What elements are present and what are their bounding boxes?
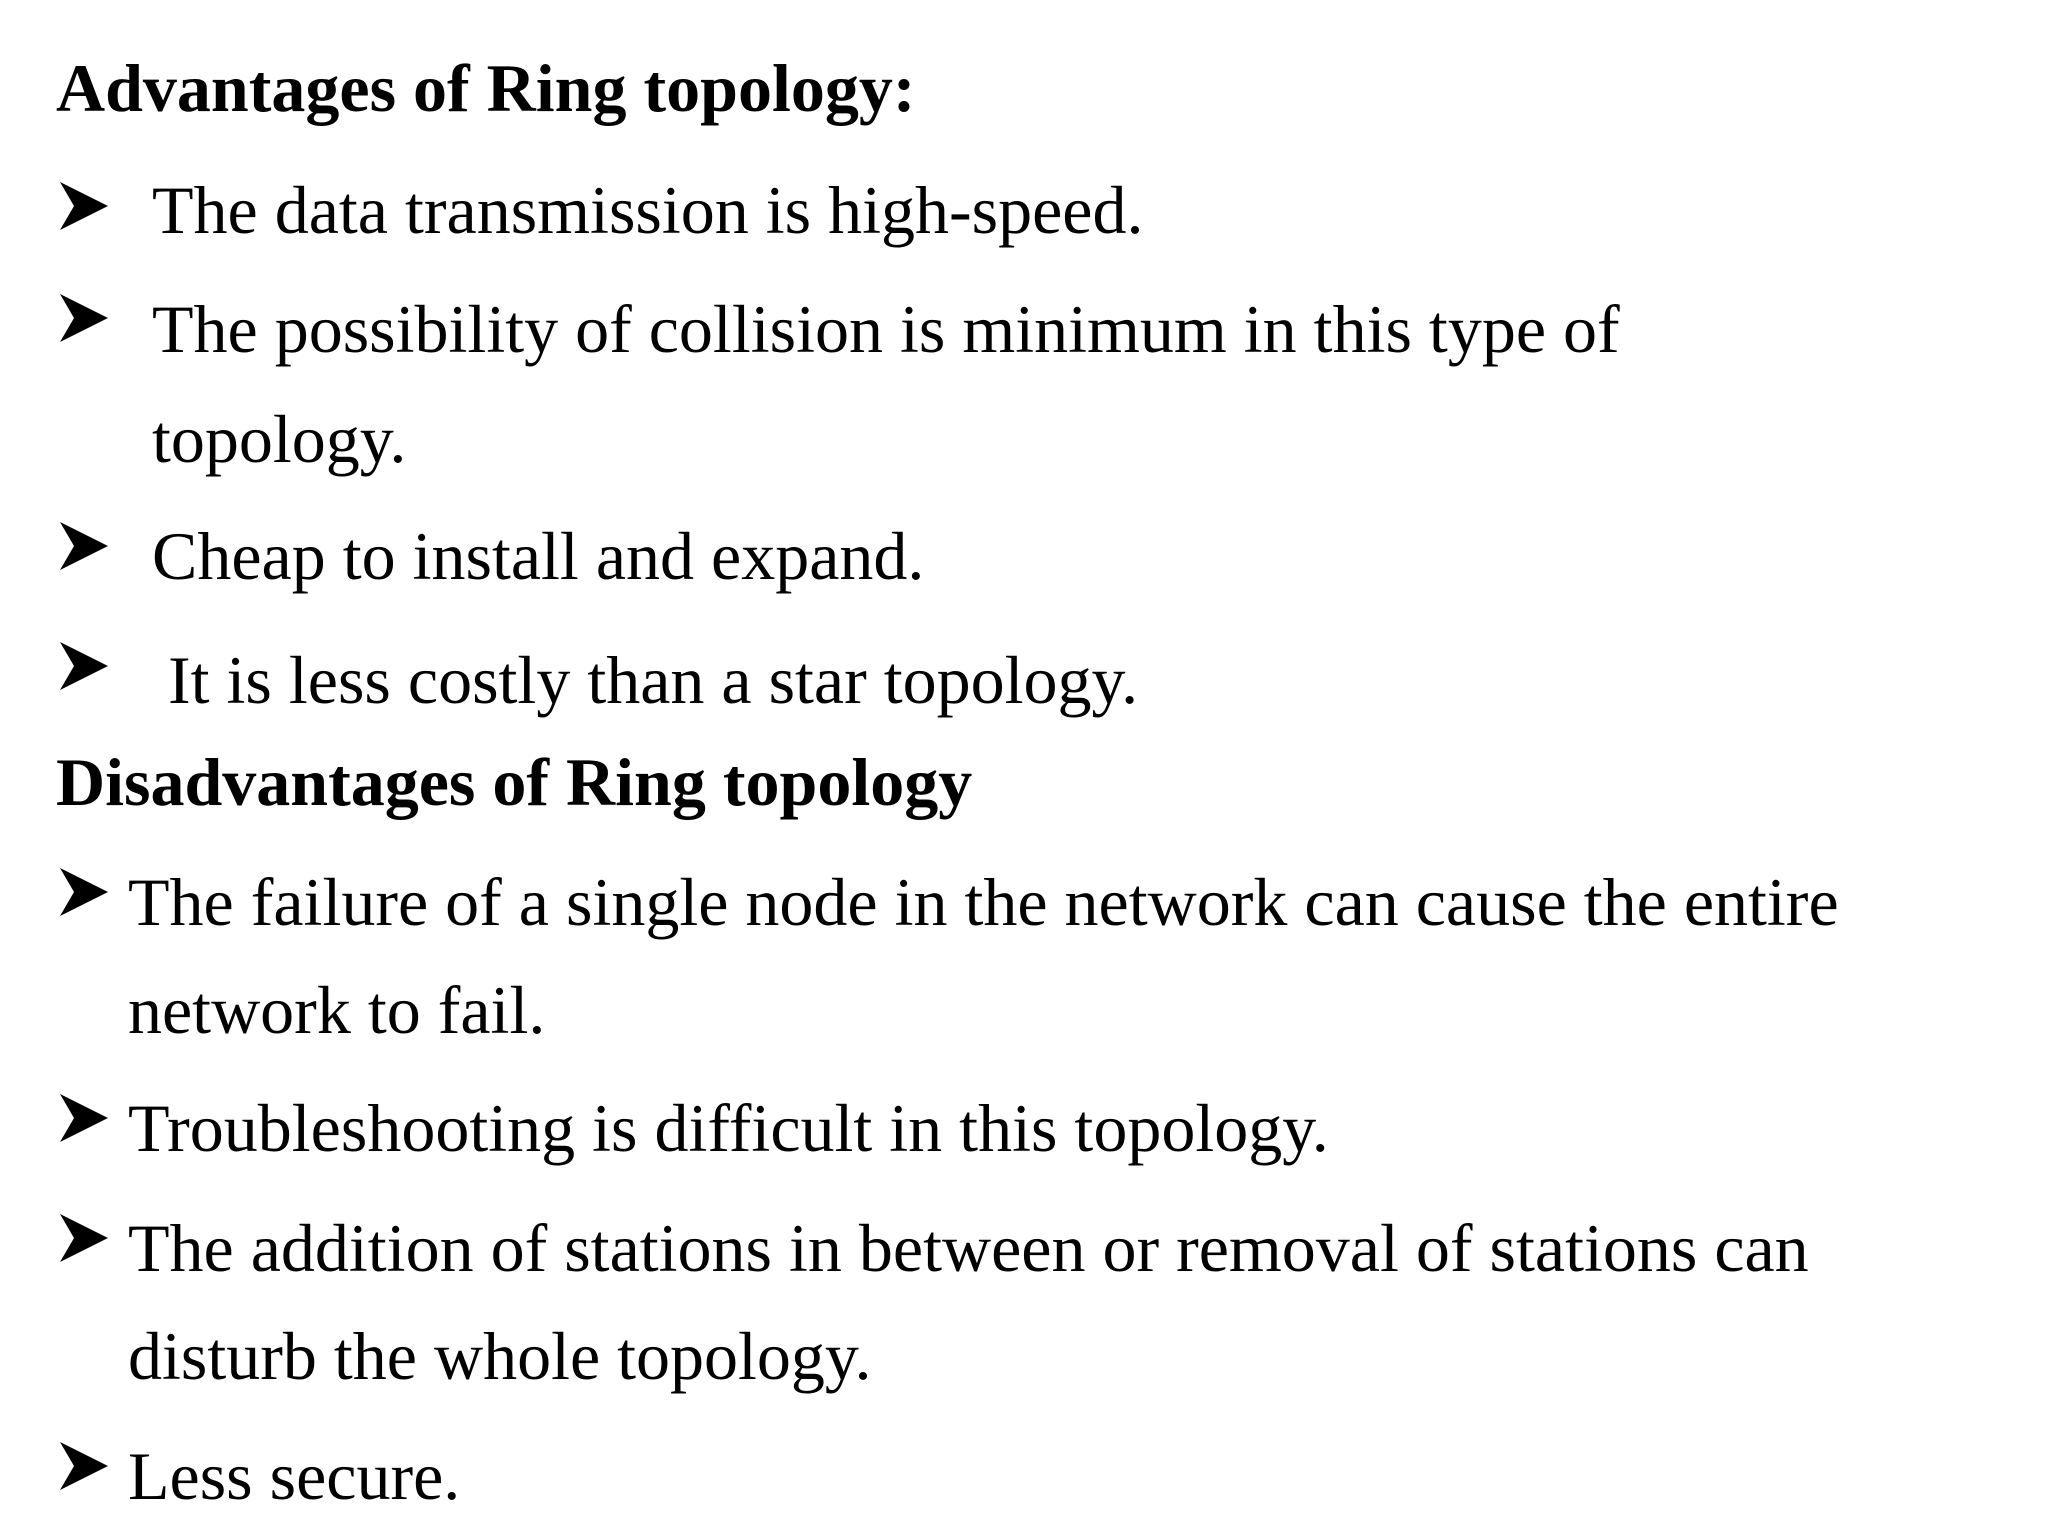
arrowhead-bullet-icon (56, 1212, 112, 1264)
disadvantage-item-1-line-1: The failure of a single node in the network can cause the entire (128, 864, 1839, 940)
arrowhead-bullet-icon (56, 292, 112, 344)
arrowhead-bullet-icon (56, 1440, 112, 1492)
advantage-item-2-line-1: The possibility of collision is minimum in this type of (152, 291, 1620, 367)
advantage-item-1-line-1: The data transmission is high-speed. (152, 172, 1144, 248)
arrowhead-bullet-icon (56, 520, 112, 572)
advantage-item-3-line-1: Cheap to install and expand. (152, 518, 925, 594)
arrowhead-bullet-icon (56, 180, 112, 232)
advantage-item-2-line-2: topology. (152, 401, 407, 477)
disadvantage-item-3-line-2: disturb the whole topology. (128, 1318, 872, 1394)
disadvantage-item-1-line-2: network to fail. (128, 972, 546, 1048)
arrowhead-bullet-icon (56, 866, 112, 918)
arrowhead-bullet-icon (56, 1092, 112, 1144)
advantages-heading: Advantages of Ring topology: (56, 50, 916, 126)
arrowhead-bullet-icon (56, 640, 112, 692)
disadvantage-item-2-line-1: Troubleshooting is difficult in this topology. (128, 1090, 1329, 1166)
disadvantages-heading: Disadvantages of Ring topology (56, 744, 973, 820)
disadvantage-item-4-line-1: Less secure. (128, 1438, 461, 1514)
disadvantage-item-3-line-1: The addition of stations in between or removal of stations can (128, 1210, 1809, 1286)
advantage-item-4-line-1: It is less costly than a star topology. (168, 642, 1139, 718)
